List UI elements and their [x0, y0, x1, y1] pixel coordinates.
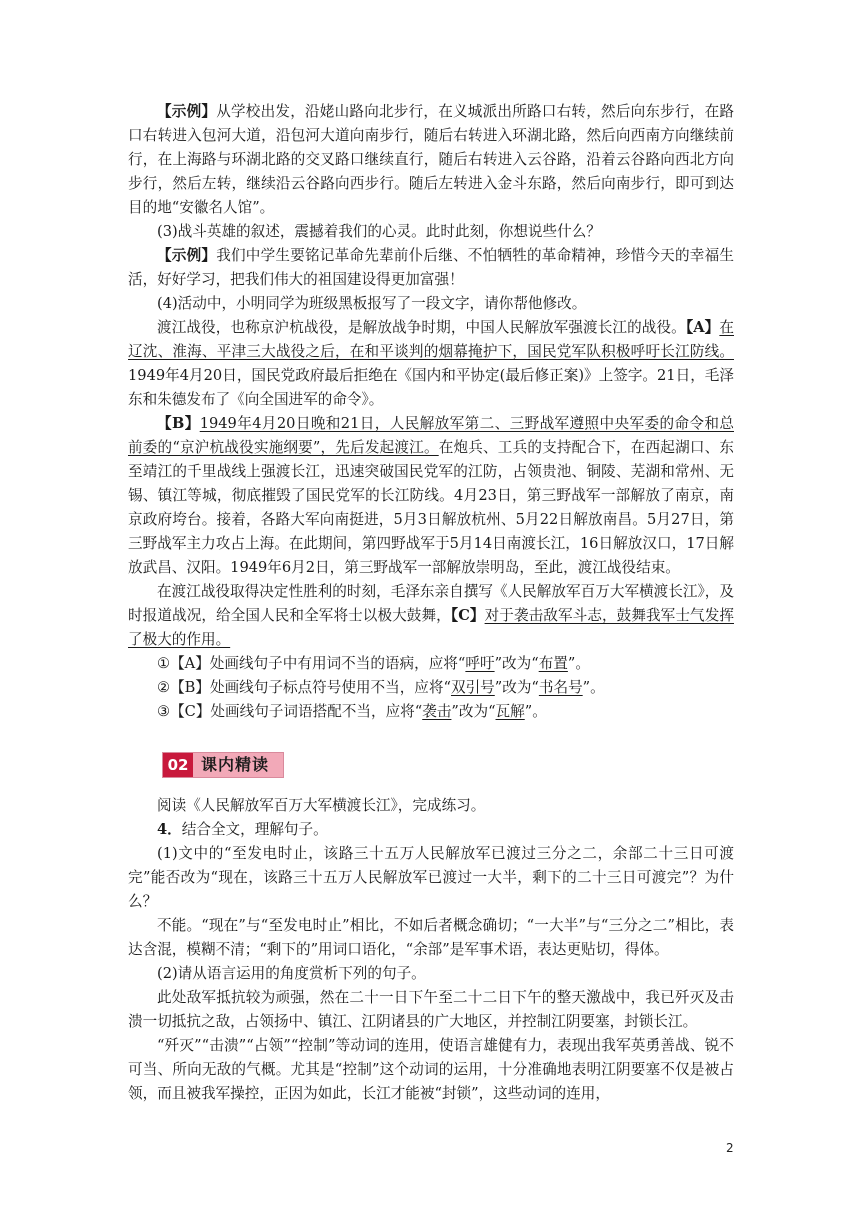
- blackboard-paragraph-3: 在渡江战役取得决定性胜利的时刻，毛泽东亲自撰写《人民解放军百万大军横渡长江》，及时报道战况，给全国人民和全军将士以极大鼓舞，【C】对于袭击敌军斗志，鼓舞我军士气发挥了极大的作用。: [128, 583, 734, 648]
- page-number: 2: [726, 1141, 734, 1155]
- example-text: 我们中学生要铭记革命先辈前仆后继、不怕牺牲的革命精神，珍惜今天的幸福生活，好好学习，把我们伟大的祖国建设得更加富强！: [128, 247, 734, 288]
- reading-intro: 阅读《人民解放军百万大军横渡长江》，完成练习。: [157, 797, 486, 814]
- answer-2: ②【B】处画线句子标点符号使用不当，应将“双引号”改为“书名号”。: [157, 679, 605, 696]
- section-header: [128, 746, 734, 786]
- example-answer-route: [128, 100, 734, 220]
- marker-c: 【C】: [450, 607, 485, 624]
- underlined-sentence-b: 1949年4月20日晚和21日，人民解放军第二、三野战军遵照中央军委的命令和总前委的“京沪杭战役实施纲要”，先后发起渡江。: [128, 415, 734, 456]
- section-badge: [162, 752, 284, 778]
- example-label: 【示例】: [157, 247, 217, 264]
- sub-question-2: (2)请从语言运用的角度赏析下列的句子。: [157, 965, 426, 982]
- example-label: 【示例】: [157, 103, 217, 120]
- example-answer-feelings: [128, 244, 734, 292]
- section-title: 课内精读: [201, 755, 270, 774]
- marker-b: 【B】: [157, 415, 200, 432]
- sub-answer-2: “歼灭”“击溃”“占领”“控制”等动词的连用，使语言雄健有力，表现出我军英勇善战、锐不可当、所向无敌的气概。尤其是“控制”这个动词的运用，十分准确地表明江阴要塞不仅是被占领，而且被我军操控，正因为如此，长江才能被“封锁”，这些动词的连用，: [128, 1037, 734, 1102]
- answer-word: 袭击: [422, 703, 452, 720]
- document-page: [128, 100, 734, 1106]
- question-4-heading: 4．结合全文，理解句子。: [157, 821, 328, 838]
- underlined-sentence-c: 对于袭击敌军斗志，鼓舞我军士气发挥了极大的作用。: [128, 607, 734, 648]
- answer-1: ①【A】处画线句子中有用词不当的语病，应将“呼吁”改为“布置”。: [157, 655, 590, 672]
- answer-word: 呼吁: [465, 655, 495, 672]
- answer-word: 布置: [538, 655, 568, 672]
- question-4: (4)活动中，小明同学为班级黑板报写了一段文字，请你帮他修改。: [157, 295, 587, 312]
- underlined-sentence-a: 在辽沈、淮海、平津三大战役之后，在和平谈判的烟幕掩护下，国民党军队积极呼吁长江防线。: [128, 319, 734, 360]
- answer-word: 书名号: [538, 679, 583, 696]
- quoted-sentence: 此处敌军抵抗较为顽强，然在二十一日下午至二十二日下午的整天激战中，我已歼灭及击溃一切抵抗之敌，占领扬中、镇江、江阴诸县的广大地区，并控制江阴要塞，封锁长江。: [128, 989, 734, 1030]
- answer-word: 双引号: [450, 679, 495, 696]
- blackboard-paragraph-2: 【B】1949年4月20日晚和21日，人民解放军第二、三野战军遵照中央军委的命令和总前委的“京沪杭战役实施纲要”，先后发起渡江。在炮兵、工兵的支持配合下，在西起湖口、东至靖江的千里战线上强渡长江，迅速突破国民党军的江防，占领贵池、铜陵、芜湖和常州、无锡、镇江等城，彻底摧毁了国民党军的长江防线。4月23日，第三野战军一部解放了南京，南京政府垮台。接着，各路大军向南挺进，5月3日解放杭州、5月22日解放南昌。5月27日，第三野战军主力攻占上海。在此期间，第四野战军于5月14日南渡长江，16日解放汉口，17日解放武昌、汉阳。1949年6月2日，第三野战军一部解放崇明岛，至此，渡江战役结束。: [128, 415, 734, 576]
- example-text: 从学校出发，沿姥山路向北步行，在义城派出所路口右转，然后向东步行，在路口右转进入包河大道，沿包河大道向南步行，随后右转进入环湖北路，然后向西南方向继续前行，在上海路与环湖北路的交叉路口继续直行，随后右转进入云谷路，沿着云谷路向西北方向步行，然后左转，继续沿云谷路向西步行。随后左转进入金斗东路，然后向南步行，即可到达目的地“安徽名人馆”。: [128, 103, 734, 216]
- blackboard-paragraph-1: 渡江战役，也称京沪杭战役，是解放战争时期，中国人民解放军强渡长江的战役。【A】在辽沈、淮海、平津三大战役之后，在和平谈判的烟幕掩护下，国民党军队积极呼吁长江防线。1949年4月20日，国民党政府最后拒绝在《国内和平协定(最后修正案)》上签字。21日，毛泽东和朱德发布了《向全国进军的命令》。: [128, 319, 734, 408]
- marker-a: 【A】: [685, 319, 720, 336]
- answer-word: 瓦解: [495, 703, 525, 720]
- section-number: 02: [163, 753, 193, 777]
- question-3: (3)战斗英雄的叙述，震撼着我们的心灵。此时此刻，你想说些什么？: [157, 223, 601, 240]
- sub-question-1: (1)文中的“至发电时止，该路三十五万人民解放军已渡过三分之二，余部二十三日可渡完”能否改为“现在，该路三十五万人民解放军已渡过一大半，剩下的二十三日可渡完”？为什么？: [128, 845, 734, 910]
- answer-3: ③【C】处画线句子词语搭配不当，应将“袭击”改为“瓦解”。: [157, 703, 547, 720]
- sub-answer-1: 不能。“现在”与“至发电时止”相比，不如后者概念确切；“一大半”与“三分之二”相比，表达含混，模糊不清；“剩下的”用词口语化，“余部”是军事术语，表达更贴切，得体。: [128, 917, 734, 958]
